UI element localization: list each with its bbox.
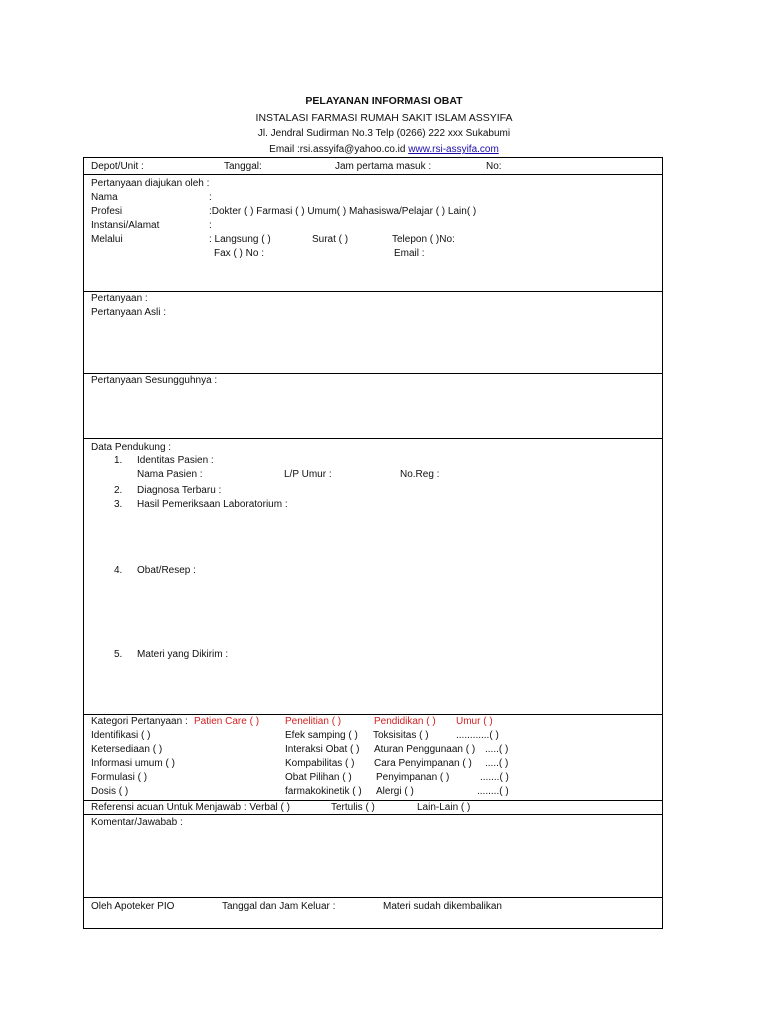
kategori-item: Dosis ( ): [91, 786, 129, 797]
telepon-option: Telepon ( )No:: [392, 234, 455, 245]
profesi-label: Profesi: [91, 206, 123, 217]
pendidikan-option: Pendidikan ( ): [374, 716, 436, 727]
kategori-item: .....( ): [485, 744, 509, 755]
jam-masuk-label: Jam pertama masuk :: [335, 161, 432, 172]
kategori-item: Efek samping ( ): [285, 730, 358, 741]
penanya-heading: Pertanyaan diajukan oleh :: [91, 178, 210, 189]
email-text: Email :rsi.assyifa@yahoo.co.id: [269, 144, 409, 155]
surat-option: Surat ( ): [312, 234, 349, 245]
melalui-label: Melalui: [91, 234, 123, 245]
website-link[interactable]: www.rsi-assyifa.com: [408, 144, 499, 155]
divider: [84, 814, 662, 815]
pertanyaan-heading: Pertanyaan :: [91, 293, 148, 304]
patient-care-option: Patien Care ( ): [194, 716, 260, 727]
divider: [84, 897, 662, 898]
divider: [84, 174, 662, 175]
nama-pasien-label: Nama Pasien :: [137, 469, 203, 480]
kategori-item: Alergi ( ): [376, 786, 414, 797]
item-number: 5.: [114, 649, 123, 660]
divider: [84, 373, 662, 374]
hospital-address: Jl. Jendral Sudirman No.3 Telp (0266) 222 xxx Sukabumi: [257, 128, 511, 139]
komentar-label: Komentar/Jawabab :: [91, 817, 183, 828]
identitas-pasien-label: Identitas Pasien :: [137, 455, 214, 466]
apoteker-label: Oleh Apoteker PIO: [91, 901, 175, 912]
profesi-options: :Dokter ( ) Farmasi ( ) Umum( ) Mahasiswa/Pelajar ( ) Lain( ): [209, 206, 477, 217]
kategori-item: ........( ): [477, 786, 509, 797]
kategori-item: Ketersediaan ( ): [91, 744, 163, 755]
kategori-item: Penyimpanan ( ): [376, 772, 450, 783]
hasil-lab-label: Hasil Pemeriksaan Laboratorium :: [137, 499, 288, 510]
kategori-label: Kategori Pertanyaan :: [91, 716, 188, 727]
pertanyaan-sesungguhnya-label: Pertanyaan Sesungguhnya :: [91, 375, 218, 386]
kategori-item: Kompabilitas ( ): [285, 758, 355, 769]
no-label: No:: [486, 161, 502, 172]
instansi-label: Instansi/Alamat: [91, 220, 160, 231]
pertanyaan-asli-label: Pertanyaan Asli :: [91, 307, 167, 318]
diagnosa-label: Diagnosa Terbaru :: [137, 485, 222, 496]
tanggal-jam-keluar-label: Tanggal dan Jam Keluar :: [222, 901, 336, 912]
kategori-item: Aturan Penggunaan ( ): [374, 744, 476, 755]
lp-umur-label: L/P Umur :: [284, 469, 332, 480]
tertulis-option: Tertulis ( ): [331, 802, 375, 813]
fax-option: Fax ( ) No :: [214, 248, 265, 259]
item-number: 2.: [114, 485, 123, 496]
divider: [84, 714, 662, 715]
hospital-name: INSTALASI FARMASI RUMAH SAKIT ISLAM ASSYIFA: [255, 112, 513, 124]
depot-unit-label: Depot/Unit :: [91, 161, 144, 172]
nama-label: Nama: [91, 192, 118, 203]
materi-dikirim-label: Materi yang Dikirim :: [137, 649, 229, 660]
kategori-item: Formulasi ( ): [91, 772, 148, 783]
umur-option: Umur ( ): [456, 716, 493, 727]
kategori-item: ............( ): [456, 730, 499, 741]
nama-colon: :: [209, 192, 212, 203]
materi-dikembalikan-label: Materi sudah dikembalikan: [383, 901, 502, 912]
langsung-option: : Langsung ( ): [209, 234, 271, 245]
kategori-item: Informasi umum ( ): [91, 758, 175, 769]
kategori-item: Toksisitas ( ): [373, 730, 429, 741]
kategori-item: Identifikasi ( ): [91, 730, 151, 741]
email-option: Email :: [394, 248, 425, 259]
item-number: 4.: [114, 565, 123, 576]
referensi-label: Referensi acuan Untuk Menjawab : Verbal ( ): [91, 802, 290, 813]
divider: [84, 800, 662, 801]
kategori-item: .......( ): [480, 772, 509, 783]
noreg-label: No.Reg :: [400, 469, 440, 480]
kategori-item: Cara Penyimpanan ( ): [374, 758, 472, 769]
lain-lain-option: Lain-Lain ( ): [417, 802, 471, 813]
kategori-item: Interaksi Obat ( ): [285, 744, 360, 755]
data-pendukung-heading: Data Pendukung :: [91, 442, 172, 453]
item-number: 3.: [114, 499, 123, 510]
penelitian-option: Penelitian ( ): [285, 716, 342, 727]
kategori-item: farmakokinetik ( ): [285, 786, 362, 797]
kategori-item: .....( ): [485, 758, 509, 769]
form-title: PELAYANAN INFORMASI OBAT: [305, 95, 463, 107]
divider: [84, 438, 662, 439]
divider: [84, 291, 662, 292]
tanggal-label: Tanggal:: [224, 161, 262, 172]
pio-form: [83, 157, 663, 929]
contact-line: [0, 144, 768, 155]
kategori-item: Obat Pilihan ( ): [285, 772, 352, 783]
item-number: 1.: [114, 455, 123, 466]
obat-resep-label: Obat/Resep :: [137, 565, 196, 576]
instansi-colon: :: [209, 220, 212, 231]
